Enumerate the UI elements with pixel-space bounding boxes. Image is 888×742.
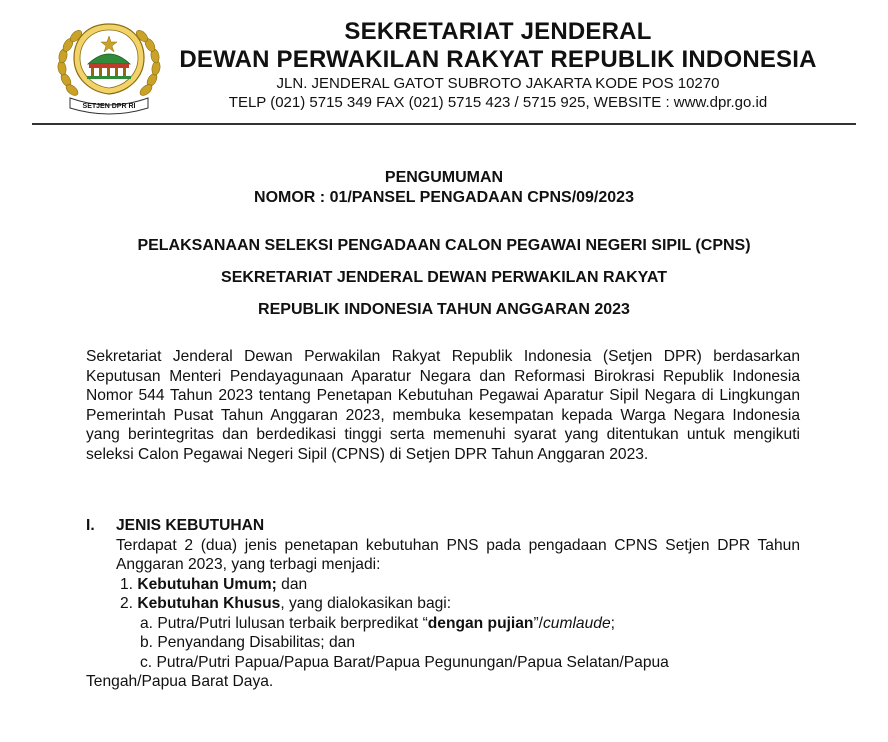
announcement-header	[0, 168, 888, 208]
section-numeral: I.	[86, 517, 95, 534]
sub-item-italic: cumlaude	[543, 614, 611, 632]
org-address: JLN. JENDERAL GATOT SUBROTO JAKARTA KODE POS 10270	[276, 75, 720, 92]
org-title-line2: DEWAN PERWAKILAN RAKYAT REPUBLIK INDONESIA	[179, 46, 817, 73]
announcement-label: PENGUMUMAN	[384, 169, 504, 186]
letterhead	[0, 0, 888, 126]
letterhead-text	[168, 18, 828, 112]
org-contact: TELP (021) 5715 349 FAX (021) 5715 423 / 5715 925, WEBSITE : www.dpr.go.id	[228, 94, 768, 111]
sub-item-text: ;	[610, 614, 615, 632]
section-heading-text: JENIS KEBUTUHAN	[116, 517, 265, 534]
section-heading	[86, 516, 800, 536]
announcement-number: NOMOR : 01/PANSEL PENGADAAN CPNS/09/2023	[254, 189, 634, 206]
sub-list-item: b. Penyandang Disabilitas; dan	[140, 634, 355, 651]
list-item-text: dan	[276, 575, 308, 593]
letterhead-divider	[32, 123, 856, 125]
sub-list-item: c. Putra/Putri Papua/Papua Barat/Papua Pegunungan/Papua Selatan/Papua	[140, 653, 669, 671]
announcement-title-line: REPUBLIK INDONESIA TAHUN ANGGARAN 2023	[258, 301, 630, 318]
announcement-title	[0, 230, 888, 326]
list-item-text: , yang dialokasikan bagi:	[280, 595, 452, 612]
intro-paragraph: Sekretariat Jenderal Dewan Perwakilan Rakyat Republik Indonesia (Setjen DPR) berdasarkan Keputusan Menteri Pendayagunaan Aparatur Negara dan Reformasi Birokrasi Republik Indonesia Nomor 544 Tahun 2023 tentang Penetapan Kebutuhan Pegawai Aparatur Sipil Negara di Lingkungan Pemerintah Pusat Tahun Anggaran 2023, membuka kesempatan kepada Warga Negara Indonesia yang berintegritas dan berdedikasi tinggi serta memenuhi syarat yang ditentukan untuk mengikuti seleksi Calon Pegawai Negeri Sipil (CPNS) di Setjen DPR Tahun Anggaran 2023.	[86, 348, 800, 463]
setjen-dpr-emblem-icon	[52, 14, 166, 118]
emblem-ribbon-text: SETJEN DPR RI	[82, 103, 136, 110]
list-number: 2.	[120, 595, 134, 612]
org-title-line1: SEKRETARIAT JENDERAL	[344, 18, 652, 45]
sub-item-bold: dengan pujian	[427, 614, 534, 632]
sub-item-text: ”/	[533, 614, 543, 632]
section-text: Terdapat 2 (dua) jenis penetapan kebutuhan PNS pada pengadaan CPNS Setjen DPR Tahun Anggaran 2023, yang terbagi menjadi:	[116, 536, 800, 573]
list-item-bold: Kebutuhan Khusus	[137, 595, 281, 612]
list-item	[86, 594, 800, 614]
sub-list-item	[86, 614, 800, 634]
announcement-title-line: SEKRETARIAT JENDERAL DEWAN PERWAKILAN RAKYAT	[221, 269, 667, 286]
list-item-bold: Kebutuhan Umum;	[137, 575, 277, 593]
announcement-title-line: PELAKSANAAN SELEKSI PENGADAAN CALON PEGAWAI NEGERI SIPIL (CPNS)	[137, 237, 751, 254]
sub-list-item-continuation: Tengah/Papua Barat Daya.	[86, 673, 274, 690]
list-number: 1.	[120, 575, 134, 593]
sub-item-text: a. Putra/Putri lulusan terbaik berpredikat “	[140, 614, 428, 632]
list-item	[86, 575, 800, 595]
section-jenis-kebutuhan	[86, 516, 800, 692]
